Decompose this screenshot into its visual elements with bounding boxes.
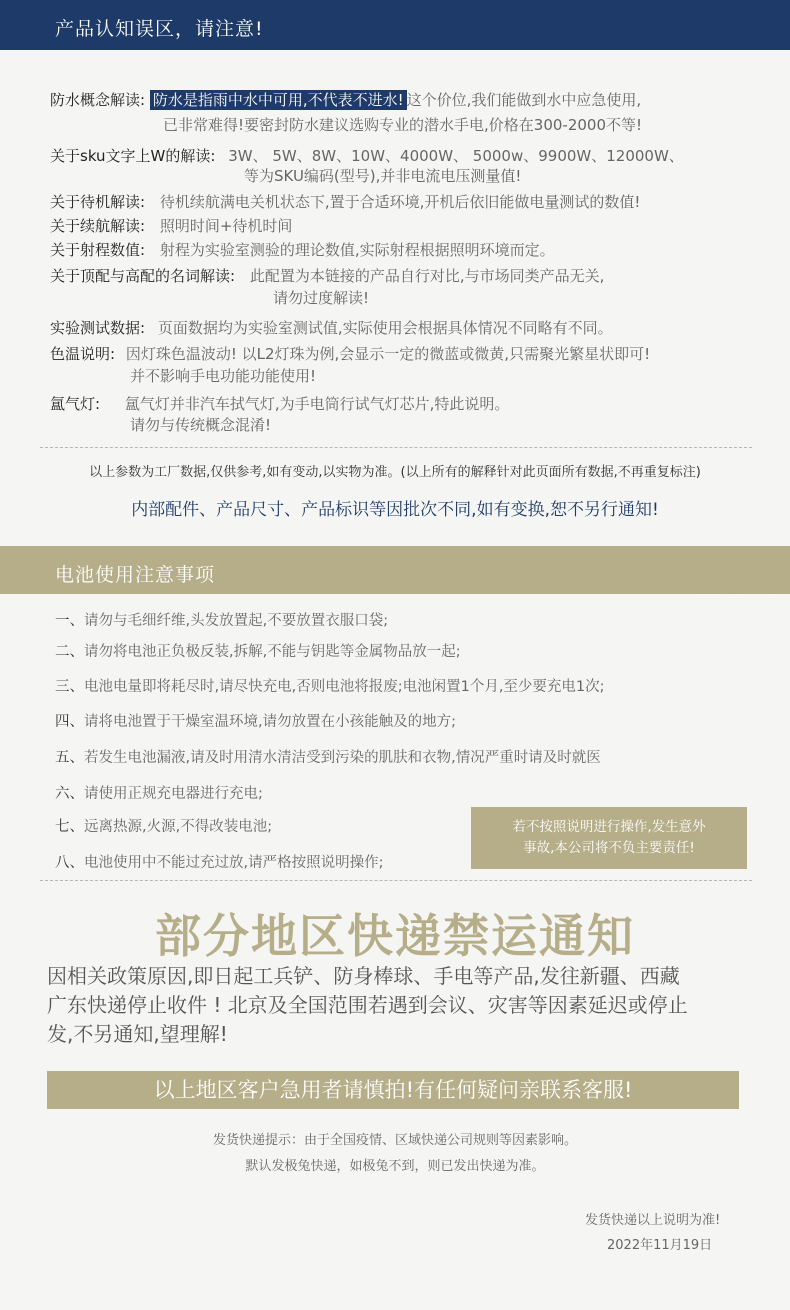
row-sku	[50, 146, 684, 167]
list-text: 请勿将电池正负极反装,拆解,不能与钥匙等金属物品放一起;	[84, 644, 461, 660]
row-label: 关于射程数值:	[50, 241, 146, 259]
row-content-line: 请勿过度解读!	[273, 289, 370, 307]
liability-warning-box	[471, 807, 747, 869]
row-content-line: 等为SKU编码(型号),并非电流电压测量值!	[244, 167, 522, 185]
divider	[40, 447, 752, 448]
section2-banner	[0, 546, 790, 596]
row-content: 这个价位,我们能做到水中应急使用,	[406, 91, 642, 109]
row-label: 色温说明:	[50, 345, 116, 363]
row-label: 关于续航解读:	[50, 217, 146, 235]
list-num: 一、	[55, 613, 84, 629]
list-item	[55, 746, 601, 767]
list-item	[55, 609, 388, 630]
list-text: 请使用正规充电器进行充电;	[84, 786, 263, 802]
row-waterproof	[50, 90, 641, 111]
list-num: 二、	[55, 644, 84, 660]
row-range	[50, 240, 555, 261]
row-xenon	[50, 394, 509, 415]
list-text: 请勿与毛细纤维,头发放置起,不要放置衣服口袋;	[84, 613, 389, 629]
list-item	[55, 782, 263, 803]
row-label: 防水概念解读:	[50, 91, 146, 109]
list-text: 若发生电池漏液,请及时用清水清洁受到污染的肌肤和衣物,情况严重时请及时就医	[84, 750, 601, 766]
list-num: 四、	[55, 714, 84, 730]
list-num: 六、	[55, 786, 84, 802]
row-content-line: 请勿与传统概念混淆!	[130, 416, 272, 434]
row-lab-data	[50, 318, 613, 339]
shipping-tip: 发货快递提示：由于全国疫情、区域快递公司规则等因素影响。	[212, 1133, 577, 1148]
row-content-line: 并不影响手电功能功能使用!	[130, 367, 317, 385]
row-content: 页面数据均为实验室测试值,实际使用会根据具体情况不同略有不同。	[157, 319, 613, 337]
waterproof-highlight: 防水是指雨中水中可用,不代表不进水!	[150, 90, 407, 110]
wave-decoration-icon	[690, 28, 790, 54]
wave-decoration-icon	[690, 572, 790, 598]
warning-line: 若不按照说明进行操作,发生意外	[512, 819, 706, 835]
row-endurance	[50, 216, 292, 237]
shipping-ban-line: 发,不另通知,望理解!	[47, 1022, 228, 1046]
section1-title: 产品认知误区，请注意!	[55, 18, 264, 40]
row-content: 因灯珠色温波动! 以L2灯珠为例,会显示一定的微蓝或微黄,只需聚光繁星状即可!	[125, 345, 651, 363]
row-color-temp	[50, 344, 650, 365]
section1-banner	[0, 0, 790, 50]
row-label: 实验测试数据:	[50, 319, 146, 337]
row-label: 氲气灯:	[50, 395, 101, 413]
list-item	[55, 815, 272, 836]
warning-line: 事故,本公司将不负主要责任!	[523, 840, 695, 856]
row-label: 关于待机解读:	[50, 193, 146, 211]
list-num: 三、	[55, 679, 84, 695]
list-item	[55, 851, 384, 872]
footnote: 以上参数为工厂数据,仅供参考,如有变动,以实物为准。(以上所有的解释针对此页面所有数据,不再重复标注)	[89, 465, 701, 480]
row-content: 照明时间+待机时间	[159, 217, 293, 235]
list-text: 请将电池置于干燥室温环境,请勿放置在小孩能触及的地方;	[84, 714, 456, 730]
shipping-sign: 发货快递以上说明为准!	[585, 1213, 721, 1228]
list-item	[55, 640, 461, 661]
customer-notice-bar: 以上地区客户急用者请慎拍!有任何疑问亲联系客服!	[47, 1071, 739, 1109]
row-label: 关于sku文字上W的解读:	[50, 147, 216, 165]
row-content-line: 已非常难得!要密封防水建议选购专业的潜水手电,价格在300-2000不等!	[163, 116, 643, 134]
list-num: 五、	[55, 750, 84, 766]
section2-title: 电池使用注意事项	[55, 564, 216, 586]
batch-notice: 内部配件、产品尺寸、产品标识等因批次不同,如有变换,恕不另行通知!	[131, 500, 659, 520]
list-num: 八、	[55, 855, 84, 871]
shipping-ban-title: 部分地区快递禁运通知	[155, 909, 635, 963]
list-text: 电池电量即将耗尽时,请尽快充电,否则电池将报废;电池闲置1个月,至少要充电1次;	[84, 679, 605, 695]
list-item	[55, 710, 456, 731]
list-num: 七、	[55, 819, 84, 835]
shipping-tip: 默认发极兔快递，如极兔不到，则已发出快递为准。	[245, 1159, 545, 1174]
row-config	[50, 266, 604, 287]
shipping-date: 2022年11月19日	[607, 1238, 713, 1253]
shipping-ban-line: 广东快递停止收件 ! 北京及全国范围若遇到会议、灾害等因素延迟或停止	[47, 993, 688, 1017]
row-content: 3W、 5W、8W、10W、4000W、 5000w、9900W、12000W、	[228, 147, 684, 165]
shipping-ban-line: 因相关政策原因,即日起工兵铲、防身棒球、手电等产品,发往新疆、西藏	[47, 964, 680, 988]
divider	[40, 880, 752, 881]
row-label: 关于顶配与高配的名词解读:	[50, 267, 236, 285]
row-content: 此配置为本链接的产品自行对比,与市场同类产品无关,	[249, 267, 605, 285]
row-content: 射程为实验室测验的理论数值,实际射程根据照明环境而定。	[159, 241, 555, 259]
list-text: 电池使用中不能过充过放,请严格按照说明操作;	[84, 855, 384, 871]
row-standby	[50, 192, 640, 213]
list-text: 远离热源,火源,不得改装电池;	[84, 819, 273, 835]
row-content: 待机续航满电关机状态下,置于合适环境,开机后依旧能做电量测试的数值!	[159, 193, 641, 211]
row-content: 氲气灯并非汽车拭气灯,为手电筒行试气灯芯片,特此说明。	[124, 395, 510, 413]
list-item	[55, 675, 605, 696]
